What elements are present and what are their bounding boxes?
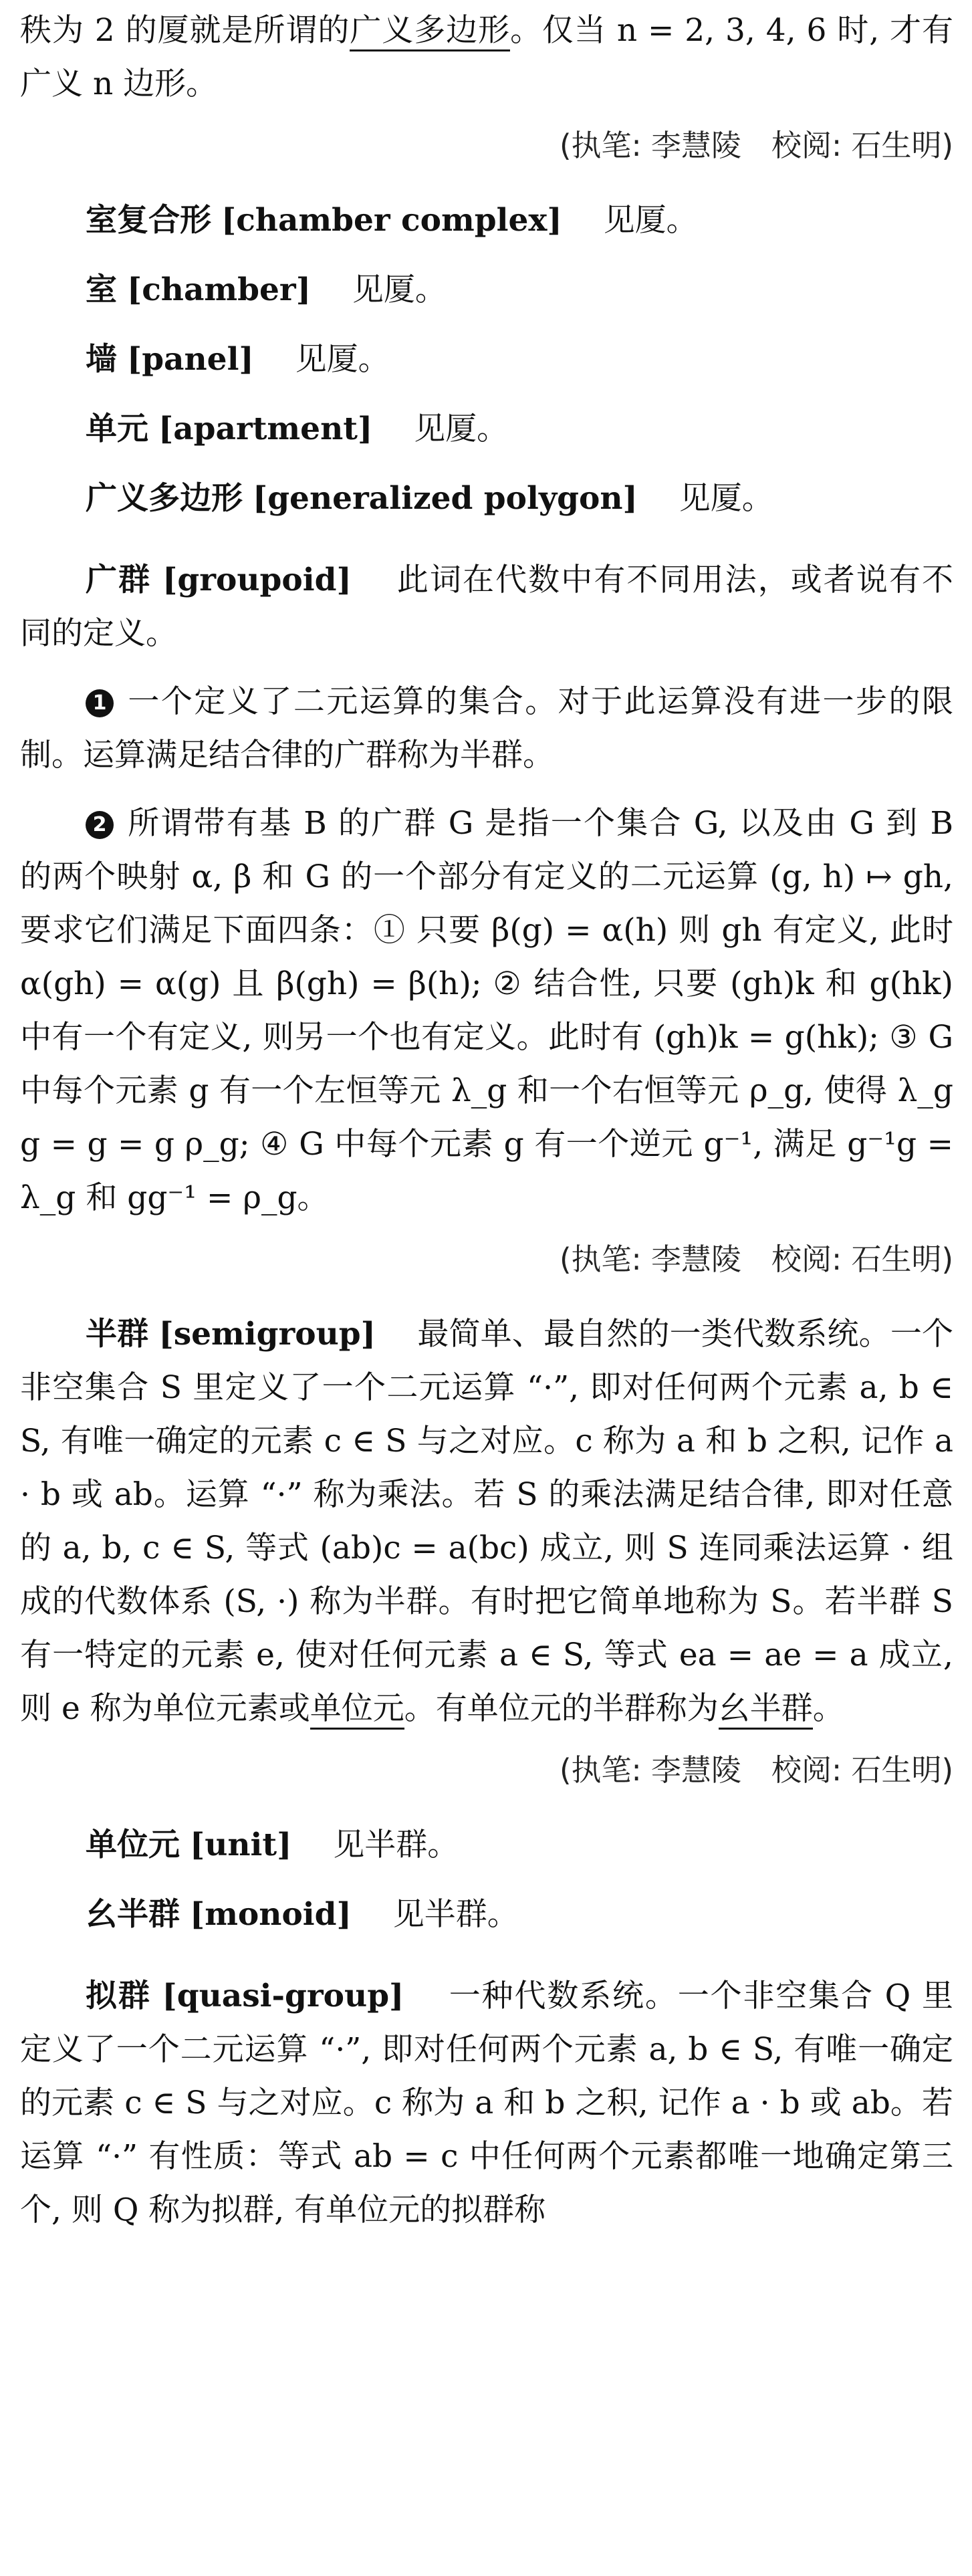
entry-see-also: 见半群。	[333, 1827, 459, 1863]
entry-headword: 单位元	[86, 1827, 180, 1863]
generalized-polygon-link[interactable]: 广义多边形	[350, 12, 510, 51]
groupoid-def2-text: 所谓带有基 B 的广群 G 是指一个集合 G, 以及由 G 到 B 的两个映射 α, β 和 G 的一个部分有定义的二元运算 (g, h) ↦ gh, 要求它们满足下面四条：① 只要 β(g) = α(h) 则 gh 有定义, 此时 α(gh) = α(g) 且 β(gh) = β(h); ② 结合性, 只要 (gh)k 和 g(hk) 中有一个有定义, 则另一个也有定义。此时有 (gh)k = g(hk); ③ G 中每个元素 g 有一个左恒等元 λ_g 和一个右恒等元 ρ_g, 使得 λ_g g = g = g ρ_g; ④ G 中每个元素 g 有一个逆元 g⁻¹, 满足 g⁻¹g = λ_g 和 gg⁻¹ = ρ_g。	[20, 805, 963, 1216]
entry-english: [panel]	[126, 341, 254, 378]
credit-line-3: (执笔: 李慧陵 校阅: 石生明)	[559, 1752, 953, 1788]
see-entry	[20, 1888, 953, 1942]
entry-headword: 幺半群	[86, 1896, 180, 1933]
entry-headword: 单元	[86, 411, 148, 447]
see-entry	[20, 263, 953, 317]
entry-see-also: 见厦。	[679, 480, 773, 517]
entry-headword: 室	[86, 271, 117, 308]
polygon-intro-paragraph	[20, 0, 953, 111]
quasigroup-text: 一种代数系统。一个非空集合 Q 里定义了一个二元运算 “·”, 即对任何两个元素 a, b ∈ S, 有唯一确定的元素 c ∈ S 与之对应。c 称为 a 和 b 之积, 记作 a · b 或 ab。若运算 “·” 有性质：等式 ab = c 中任何两个元素都唯一地确定第三个, 则 Q 称为拟群, 有单位元的拟群称	[20, 1978, 953, 2228]
groupoid-entry	[20, 554, 963, 1225]
semigroup-text-b: 。有单位元的半群称为	[404, 1690, 719, 1727]
polygon-intro-text-b: 。仅当 n = 2, 3, 4, 6 时, 才有广义 n 边形。	[20, 12, 954, 102]
entry-english: [monoid]	[189, 1896, 352, 1933]
entry-english: [chamber complex]	[221, 202, 562, 239]
quasigroup-headword: 拟群	[86, 1978, 151, 2014]
see-entry	[20, 194, 953, 247]
see-entry	[20, 333, 953, 386]
entry-english: [apartment]	[158, 411, 373, 447]
entry-see-also: 见厦。	[352, 271, 447, 308]
monoid-link[interactable]: 幺半群	[719, 1690, 813, 1730]
entry-see-also: 见厦。	[295, 341, 390, 378]
unit-element-link[interactable]: 单位元	[310, 1690, 404, 1730]
semigroup-headword: 半群	[86, 1316, 149, 1353]
entry-see-also: 见半群。	[392, 1896, 519, 1933]
quasigroup-english: [quasi-group]	[162, 1978, 404, 2014]
entry-see-also: 见厦。	[414, 411, 509, 447]
semigroup-english: [semigroup]	[158, 1316, 376, 1353]
semigroup-paragraph	[20, 1308, 963, 1736]
see-entries-group-2	[20, 1819, 953, 1942]
entry-headword: 广义多边形	[86, 480, 243, 517]
groupoid-def1-text: 一个定义了二元运算的集合。对于此运算没有进一步的限制。运算满足结合律的广群称为半群。	[20, 683, 953, 774]
see-entry	[20, 472, 953, 525]
entry-english: [unit]	[189, 1827, 292, 1863]
entry-headword: 室复合形	[86, 202, 211, 239]
entry-english: [chamber]	[126, 271, 311, 308]
groupoid-definition-1	[20, 675, 953, 782]
entry-see-also: 见厦。	[603, 202, 698, 239]
groupoid-english: [groupoid]	[162, 562, 352, 598]
definition-number-1-icon: 1	[86, 689, 114, 717]
polygon-intro-text-a: 秩为 2 的厦就是所谓的	[20, 12, 350, 49]
quasigroup-paragraph	[20, 1970, 953, 2237]
see-entry	[20, 1819, 953, 1872]
quasigroup-entry	[20, 1970, 953, 2237]
groupoid-intro	[20, 554, 953, 661]
entry-english: [generalized polygon]	[252, 480, 638, 517]
see-entries-group-1	[20, 194, 953, 525]
definition-number-2-icon: 2	[86, 811, 114, 839]
groupoid-definition-2	[20, 797, 963, 1225]
semigroup-text-a: 最简单、最自然的一类代数系统。一个非空集合 S 里定义了一个二元运算 “·”, 即对任何两个元素 a, b ∈ S, 有唯一确定的元素 c ∈ S 与之对应。c 称为 a 和 b 之积, 记作 a · b 或 ab。运算 “·” 称为乘法。若 S 的乘法满足结合律, 即对任意的 a, b, c ∈ S, 等式 (ab)c = a(bc) 成立, 则 S 连同乘法运算 · 组成的代数体系 (S, ·) 称为半群。有时把它简单地称为 S。若半群 S 有一特定的元素 e, 使对任何元素 a ∈ S, 等式 ea = ae = a 成立, 则 e 称为单位元素或	[20, 1316, 963, 1727]
credit-line-1: (执笔: 李慧陵 校阅: 石生明)	[559, 128, 953, 163]
semigroup-entry	[20, 1308, 963, 1736]
groupoid-intro-text: 此词在代数中有不同用法，或者说有不同的定义。	[20, 562, 953, 652]
see-entry	[20, 402, 953, 456]
semigroup-text-c: 。	[812, 1690, 844, 1727]
credit-line-2: (执笔: 李慧陵 校阅: 石生明)	[559, 1242, 953, 1277]
entry-headword: 墙	[86, 341, 117, 378]
groupoid-headword: 广群	[86, 562, 152, 598]
